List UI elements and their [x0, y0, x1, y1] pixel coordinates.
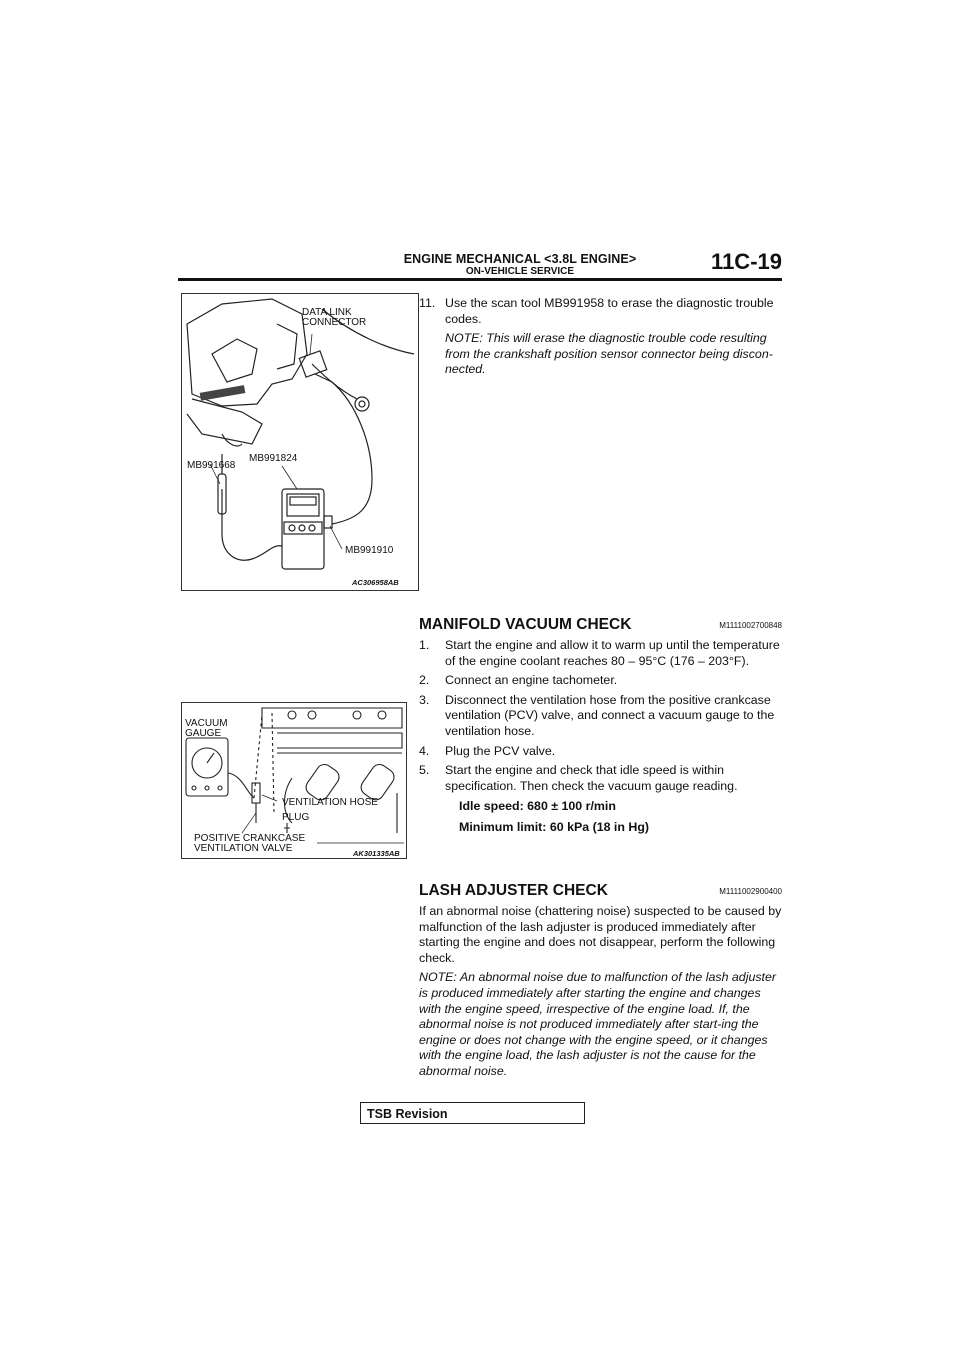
mb991910-label: MB991910 [345, 545, 394, 556]
vacuum-gauge-label: VACUUM GAUGE [185, 718, 228, 739]
step-number: 1. [419, 638, 430, 652]
step-number: 3. [419, 692, 430, 707]
header-rule [178, 278, 782, 281]
step-11-note: NOTE: This will erase the diagnostic trouble code resulting from the crankshaft position sensor connector being discon-nected. [445, 331, 773, 377]
ventilation-hose-label: VENTILATION HOSE [282, 797, 378, 808]
step-text: Plug the PCV valve. [445, 743, 556, 758]
plug-label: PLUG [282, 812, 310, 823]
step-11 [419, 296, 785, 327]
heading-text: MANIFOLD VACUUM CHECK [419, 616, 632, 633]
tsb-revision-box: TSB Revision [360, 1102, 585, 1124]
step-number: 11. [419, 296, 436, 310]
figure2-code: AK301335AB [353, 849, 400, 858]
step-text: Use the scan tool MB991958 to erase the diagnostic trouble codes. [445, 296, 774, 326]
mb991824-label: MB991824 [249, 453, 298, 464]
manifold-step-4 [419, 744, 785, 760]
lash-body-text: If an abnormal noise (chattering noise) suspected to be caused by malfunction of the lash adjuster is produced immediately after starting the engine and does not disappear, perform the following check. [419, 904, 782, 965]
heading-code: M1111002700848 [719, 621, 782, 630]
manifold-step-5 [419, 763, 785, 794]
manifold-step-1 [419, 638, 785, 669]
idle-speed-spec: Idle speed: 680 ± 100 r/min [459, 799, 616, 814]
step-number: 2. [419, 673, 430, 688]
step-number: 4. [419, 743, 430, 758]
data-link-connector-label: DATA LINK CONNECTOR [302, 307, 367, 328]
scan-tool-figure [181, 293, 419, 591]
step-text: Start the engine and check that idle speed is within specification. Then check the vacuum gauge reading. [445, 763, 738, 793]
vacuum-gauge-figure [181, 702, 407, 859]
pcv-valve-label: POSITIVE CRANKCASE VENTILATION VALVE [194, 833, 306, 854]
manifold-step-3 [419, 693, 785, 740]
step-11-block [419, 296, 785, 378]
vacuum-limit-spec: Minimum limit: 60 kPa (18 in Hg) [459, 819, 650, 834]
heading-text: LASH ADJUSTER CHECK [419, 882, 608, 899]
heading-code: M1111002900400 [719, 887, 782, 896]
manifold-step-2 [419, 673, 785, 689]
manifold-steps [419, 638, 785, 836]
step-text: Connect an engine tachometer. [445, 673, 618, 688]
mb991668-label: MB991668 [187, 460, 236, 471]
section-subtitle: ON-VEHICLE SERVICE [465, 266, 575, 277]
section-title: ENGINE MECHANICAL <3.8L ENGINE> [403, 252, 637, 266]
figure1-code: AC306958AB [352, 578, 399, 587]
step-text: Disconnect the ventilation hose from the positive crankcase ventilation (PCV) valve, and connect a vacuum gauge to the ventilation hose. [445, 692, 775, 738]
lash-adjuster-body [419, 904, 785, 1080]
step-number: 5. [419, 763, 430, 778]
page-number: 11C-19 [711, 249, 782, 274]
lash-adjuster-heading [419, 882, 782, 900]
manifold-vacuum-heading [419, 616, 782, 634]
step-text: Start the engine and allow it to warm up until the temperature of the engine coolant reaches 80 – 95°C (176 – 203°F). [445, 638, 780, 668]
lash-note: NOTE: An abnormal noise due to malfunction of the lash adjuster is produced immediately after starting the engine and changes with the engine speed, irrespective of the engine load. If, the abnormal noise is not produced immediately after start-ing the engine or does not change with the engine speed, or it changes with the engine load, the lash adjuster is not the cause for the abnormal noise. [419, 970, 776, 1078]
